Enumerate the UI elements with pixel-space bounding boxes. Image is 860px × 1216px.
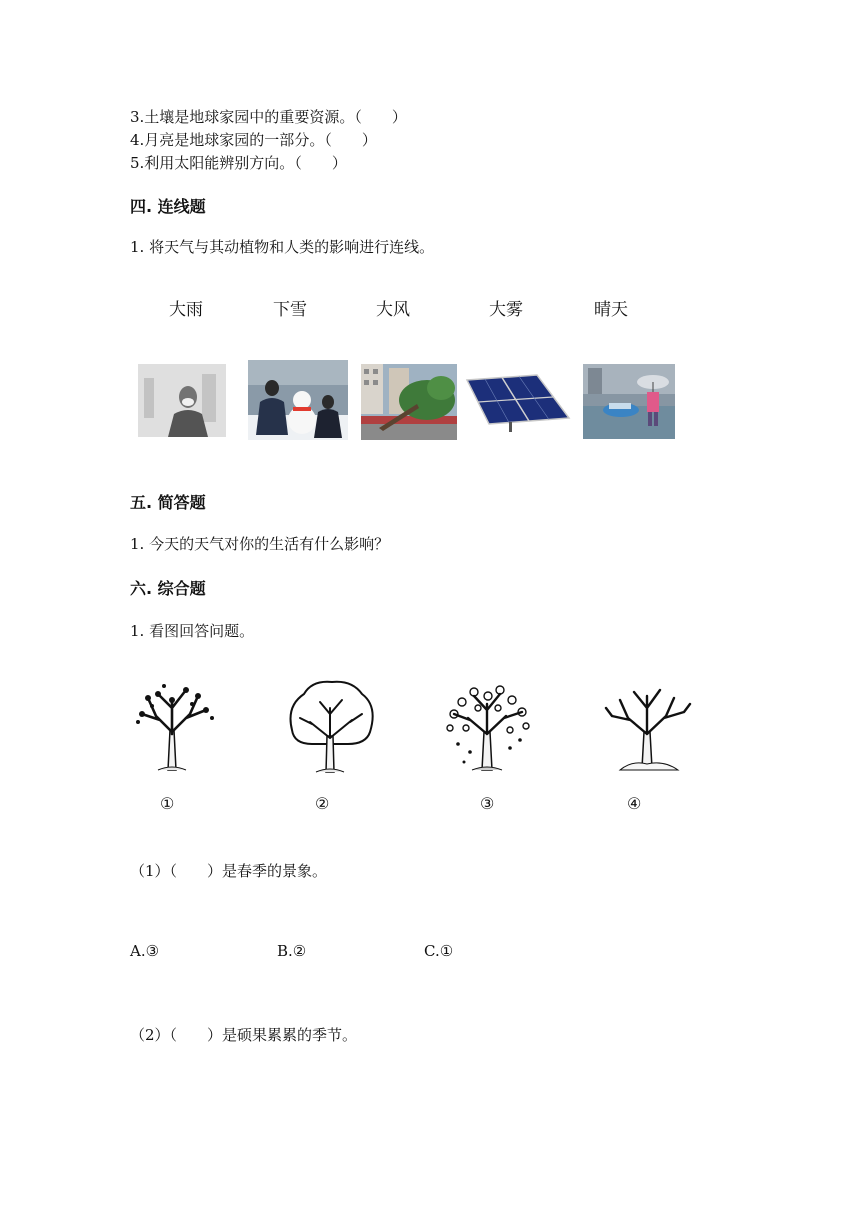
section-heading-comprehensive: 六. 综合题 <box>130 579 206 598</box>
fog-photo <box>138 364 226 437</box>
matching-question: 1. 将天气与其动植物和人类的影响进行连线。 <box>130 238 435 256</box>
tree-spring-image <box>128 678 220 774</box>
weather-label-fog: 大雾 <box>489 300 523 320</box>
weather-label-wind: 大风 <box>376 300 410 320</box>
tree-winter-image <box>602 678 694 774</box>
sub-question-1: （1）（ ）是春季的景象。 <box>130 862 328 880</box>
weather-label-heavy-rain: 大雨 <box>169 300 203 320</box>
solar-panel-photo <box>461 372 573 434</box>
section-heading-short-answer: 五. 简答题 <box>130 493 206 512</box>
tree-label-4: ④ <box>627 794 642 813</box>
tree-autumn-image <box>440 678 536 774</box>
tree-label-3: ③ <box>480 794 495 813</box>
sub-question-2: （2）（ ）是硕果累累的季节。 <box>130 1026 358 1044</box>
section-heading-matching: 四. 连线题 <box>130 197 206 216</box>
weather-label-snow: 下雪 <box>273 300 307 320</box>
tree-label-1: ① <box>160 794 175 813</box>
option-a: A.③ <box>130 942 160 960</box>
weather-label-sunny: 晴天 <box>594 300 628 320</box>
judge-item-3: 3.土壤是地球家园中的重要资源。（ ） <box>130 108 407 126</box>
judge-item-4: 4.月亮是地球家园的一部分。（ ） <box>130 131 377 149</box>
snow-photo <box>248 360 348 440</box>
tree-summer-image <box>282 678 378 776</box>
comprehensive-question: 1. 看图回答问题。 <box>130 622 255 640</box>
judge-item-5: 5.利用太阳能辨别方向。（ ） <box>130 154 347 172</box>
heavy-rain-photo <box>583 364 675 439</box>
option-b: B.② <box>277 942 307 960</box>
tree-label-2: ② <box>315 794 330 813</box>
short-answer-question: 1. 今天的天气对你的生活有什么影响？ <box>130 535 390 553</box>
option-c: C.① <box>424 942 454 960</box>
wind-photo <box>361 364 457 440</box>
